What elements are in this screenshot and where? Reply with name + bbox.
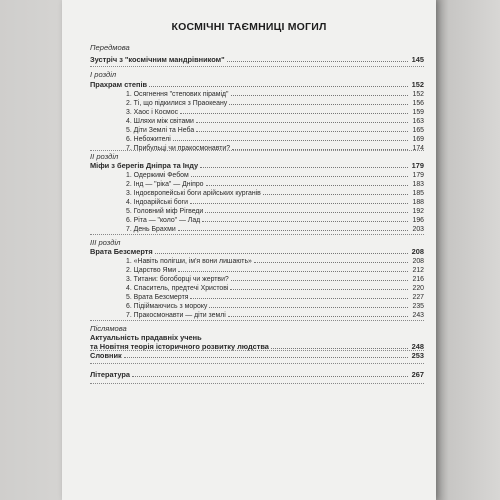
toc-subentry xyxy=(126,206,424,215)
leader-dots xyxy=(231,280,408,281)
entry-page-number: 188 xyxy=(412,199,424,206)
entry-page-number: 235 xyxy=(412,303,424,310)
leader-dots xyxy=(191,176,408,177)
toc-subentry xyxy=(126,301,424,310)
leader-dots xyxy=(124,357,408,358)
section-divider xyxy=(90,383,424,384)
entry-page-number: 179 xyxy=(411,161,424,170)
toc-subentry xyxy=(126,170,424,179)
toc-subentry xyxy=(126,283,424,292)
entry-title: Врата Безсмертя xyxy=(90,247,153,256)
entry-page-number: 165 xyxy=(412,127,424,134)
entry-page-number: 152 xyxy=(411,80,424,89)
toc-subentry xyxy=(126,215,424,224)
entry-title: Словник xyxy=(90,351,122,360)
leader-dots xyxy=(190,203,408,204)
entry-page-number: 196 xyxy=(412,217,424,224)
leader-dots xyxy=(173,140,408,141)
entry-title: 2. Царство Ями xyxy=(126,267,177,274)
leader-dots xyxy=(178,230,408,231)
entry-title-line-2: та Новітня теорія історичного розвитку людства xyxy=(90,342,269,351)
toc-subentry xyxy=(126,310,424,319)
leader-dots xyxy=(209,307,408,308)
book-page xyxy=(62,0,436,500)
entry-title: 5. Врата Безсмертя xyxy=(126,294,189,301)
entry-title: 1. «Навіть полігши, ім'я вони лишають» xyxy=(126,258,252,265)
toc-entry xyxy=(90,333,424,342)
entry-page-number: 216 xyxy=(412,276,424,283)
leader-dots xyxy=(263,194,408,195)
toc-tail-entry xyxy=(90,351,424,360)
section-divider xyxy=(90,66,424,67)
entry-page-number: 174 xyxy=(412,145,424,152)
entry-title: 3. Хаос і Космос xyxy=(126,109,179,116)
toc-tail-entry xyxy=(90,370,424,379)
leader-dots xyxy=(271,348,408,349)
entry-title: 4. Спаситель, предтечі Христові xyxy=(126,285,229,292)
section-heading: ІІ розділ xyxy=(90,152,119,161)
entry-title: 2. Інд — "ріка" — Дніпро xyxy=(126,181,204,188)
entry-page-number: 267 xyxy=(411,370,424,379)
entry-title: Література xyxy=(90,370,131,379)
leader-dots xyxy=(206,185,409,186)
entry-title: 7. Пракосмонавти — діти землі xyxy=(126,312,226,319)
entry-title: 1. Осягнення "степових пірамід" xyxy=(126,91,229,98)
section-divider xyxy=(90,150,424,151)
entry-title: 4. Індоарійські боги xyxy=(126,199,188,206)
toc-subentry xyxy=(126,274,424,283)
entry-title: Зустріч з "космічним мандрівником" xyxy=(90,55,225,64)
leader-dots xyxy=(196,122,408,123)
entry-page-number: 248 xyxy=(411,342,424,351)
entry-page-number: 212 xyxy=(412,267,424,274)
section-heading: І розділ xyxy=(90,70,117,79)
leader-dots xyxy=(227,61,408,62)
entry-title: 5. Головний міф Рігведи xyxy=(126,208,204,215)
leader-dots xyxy=(205,212,408,213)
entry-title: 5. Діти Землі та Неба xyxy=(126,127,195,134)
entry-title: 2. Ті, що підкилися з Праокеану xyxy=(126,100,228,107)
section-divider xyxy=(90,320,424,321)
entry-title-line-1: Актуальність прадавніх учень xyxy=(90,333,202,342)
entry-page-number: 183 xyxy=(412,181,424,188)
entry-page-number: 169 xyxy=(412,136,424,143)
entry-title: Прахрам степів xyxy=(90,80,148,89)
entry-page-number: 185 xyxy=(412,190,424,197)
entry-title: 3. Титани: богоборці чи жертви? xyxy=(126,276,229,283)
toc-subentry xyxy=(126,197,424,206)
entry-page-number: 208 xyxy=(411,247,424,256)
leader-dots xyxy=(190,298,408,299)
entry-title: 4. Шляхи між світами xyxy=(126,118,194,125)
toc-chapter-entry xyxy=(90,55,424,64)
leader-dots xyxy=(196,131,408,132)
toc-subentry xyxy=(126,256,424,265)
entry-page-number: 145 xyxy=(411,55,424,64)
leader-dots xyxy=(230,289,408,290)
toc-subentry xyxy=(126,107,424,116)
entry-page-number: 156 xyxy=(412,100,424,107)
toc-chapter-entry xyxy=(90,80,424,89)
toc-subentry xyxy=(126,224,424,233)
leader-dots xyxy=(132,376,408,377)
toc-subentry xyxy=(126,134,424,143)
leader-dots xyxy=(229,104,408,105)
toc-subentry xyxy=(126,292,424,301)
section-heading: Передмова xyxy=(90,43,130,52)
toc-chapter-entry xyxy=(90,161,424,170)
entry-page-number: 159 xyxy=(412,109,424,116)
leader-dots xyxy=(178,271,408,272)
leader-dots xyxy=(254,262,408,263)
entry-title: 6. Небожителі xyxy=(126,136,171,143)
leader-dots xyxy=(200,167,408,168)
entry-title: 6. Підіймаючись з мороку xyxy=(126,303,208,310)
entry-page-number: 253 xyxy=(411,351,424,360)
entry-title: 7. Прибульці чи пракосмонавти? xyxy=(126,145,231,152)
toc-subentry xyxy=(126,116,424,125)
entry-page-number: 152 xyxy=(412,91,424,98)
leader-dots xyxy=(149,86,408,87)
leader-dots xyxy=(202,221,408,222)
page-title: КОСМІЧНІ ТАЄМНИЦІ МОГИЛ xyxy=(171,21,327,33)
toc-subentry xyxy=(126,188,424,197)
leader-dots xyxy=(155,253,408,254)
toc-subentry xyxy=(126,265,424,274)
entry-page-number: 243 xyxy=(412,312,424,319)
toc-subentry xyxy=(126,98,424,107)
entry-page-number: 192 xyxy=(412,208,424,215)
section-heading: Післямова xyxy=(90,324,127,333)
section-divider xyxy=(90,363,424,364)
entry-page-number: 179 xyxy=(412,172,424,179)
toc-subentry xyxy=(126,179,424,188)
leader-dots xyxy=(231,95,408,96)
entry-title: Міфи з берегів Дніпра та Інду xyxy=(90,161,199,170)
section-divider xyxy=(90,234,424,235)
entry-page-number: 163 xyxy=(412,118,424,125)
book-page-edge xyxy=(436,0,500,500)
toc-chapter-entry xyxy=(90,247,424,256)
toc-subentry xyxy=(126,89,424,98)
entry-page-number: 208 xyxy=(412,258,424,265)
entry-page-number: 203 xyxy=(412,226,424,233)
entry-page-number: 227 xyxy=(412,294,424,301)
toc-subentry xyxy=(126,125,424,134)
leader-dots xyxy=(180,113,408,114)
entry-title: 6. Рітa — "коло" — Лад xyxy=(126,217,201,224)
entry-page-number: 220 xyxy=(412,285,424,292)
section-heading: ІІІ розділ xyxy=(90,238,121,247)
entry-title: 1. Одержимі Фебом xyxy=(126,172,189,179)
leader-dots xyxy=(228,316,408,317)
entry-title: 7. День Брахми xyxy=(126,226,176,233)
entry-title: 3. Індоєвропейські боги арійських курганів xyxy=(126,190,261,197)
